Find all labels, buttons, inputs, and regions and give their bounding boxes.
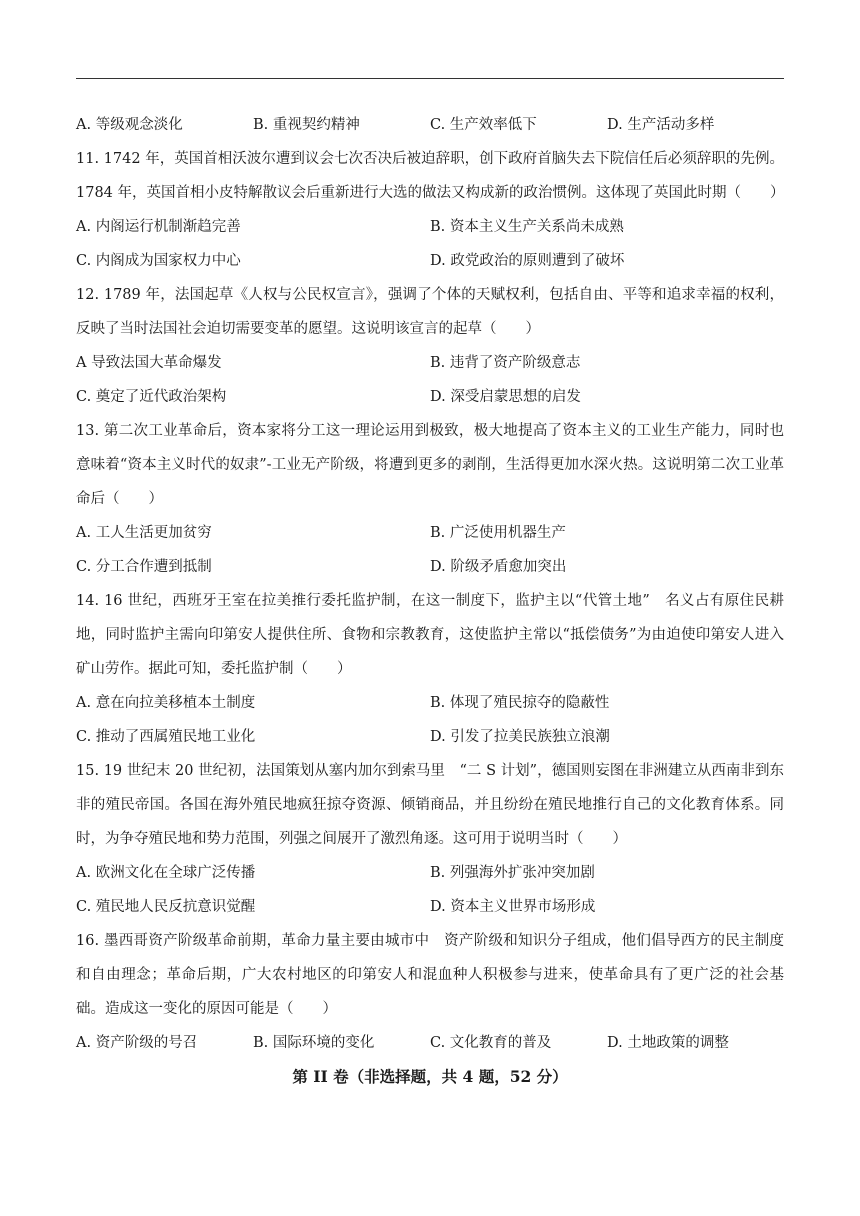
q13-option-d: D. 阶级矛盾愈加突出 — [430, 559, 567, 575]
q16-stem: 16. 墨西哥资产阶级革命前期，革命力量主要由城市中 资产阶级和知识分子组成，他们倡导西方的民主制度和自由理念；革命后期，广大农村地区的印第安人和混血种人积极参与进来，使革命具有了更广泛的社会基础。造成这一变化的原因可能是（ ） — [76, 933, 784, 1017]
q11-option-a: A. 内阁运行机制渐趋完善 — [76, 219, 241, 235]
q10-option-a: A. 等级观念淡化 — [76, 117, 183, 133]
q14-option-d: D. 引发了拉美民族独立浪潮 — [430, 729, 610, 745]
q16-option-c: C. 文化教育的普及 — [430, 1035, 552, 1051]
q12-options-row2 — [76, 380, 784, 414]
q14-options-row1 — [76, 686, 784, 720]
q13-option-c: C. 分工合作遭到抵制 — [76, 559, 212, 575]
q15-options-row2 — [76, 890, 784, 924]
q12-stem: 12. 1789 年，法国起草《人权与公民权宣言》，强调了个体的天赋权利，包括自由、平等和追求幸福的权利，反映了当时法国社会迫切需要变革的愿望。这说明该宣言的起草（ ） — [76, 287, 784, 337]
q15-option-c: C. 殖民地人民反抗意识觉醒 — [76, 899, 256, 915]
q14-option-b: B. 体现了殖民掠夺的隐蔽性 — [430, 695, 610, 711]
q13-option-b: B. 广泛使用机器生产 — [430, 525, 566, 541]
q13-option-a: A. 工人生活更加贫穷 — [76, 525, 212, 541]
q15-stem: 15. 19 世纪末 20 世纪初，法国策划从塞内加尔到索马里 “二 S 计划”，德国则妄图在非洲建立从西南非到东非的殖民帝国。各国在海外殖民地疯狂掠夺资源、倾销商品，并且纷纷在殖民地推行自己的文化教育体系。同时，为争夺殖民地和势力范围，列强之间展开了激烈角逐。这可用于说明当时（ ） — [76, 763, 784, 847]
q11-option-d: D. 政党政治的原则遭到了破坏 — [430, 253, 625, 269]
q16-options — [76, 1026, 784, 1060]
q10-options — [76, 108, 784, 142]
q14-option-a: A. 意在向拉美移植本土制度 — [76, 695, 256, 711]
header-rule — [76, 78, 784, 79]
section-title: 第 II 卷（非选择题，共 4 题，52 分） — [292, 1067, 568, 1086]
q15-option-a: A. 欧洲文化在全球广泛传播 — [76, 865, 256, 881]
q12-option-b: B. 违背了资产阶级意志 — [430, 355, 581, 371]
q13-options-row1 — [76, 516, 784, 550]
q10-option-d: D. 生产活动多样 — [607, 117, 715, 133]
q15-options-row1 — [76, 856, 784, 890]
q10-option-b: B. 重视契约精神 — [253, 117, 360, 133]
q14-options-row2 — [76, 720, 784, 754]
q15-option-b: B. 列强海外扩张冲突加剧 — [430, 865, 595, 881]
q11-option-c: C. 内阁成为国家权力中心 — [76, 253, 241, 269]
q16-option-b: B. 国际环境的变化 — [253, 1035, 375, 1051]
q16-option-d: D. 土地政策的调整 — [607, 1035, 729, 1051]
q11-options-row1 — [76, 210, 784, 244]
q14-stem: 14. 16 世纪，西班牙王室在拉美推行委托监护制，在这一制度下，监护主以“代管土地” 名义占有原住民耕地，同时监护主需向印第安人提供住所、食物和宗教教育，这使监护主常以“抵偿债务”为由迫使印第安人进入矿山劳作。据此可知，委托监护制（ ） — [76, 593, 784, 677]
q16-option-a: A. 资产阶级的号召 — [76, 1035, 198, 1051]
exam-content — [76, 108, 784, 1094]
q13-options-row2 — [76, 550, 784, 584]
q13-stem: 13. 第二次工业革命后，资本家将分工这一理论运用到极致，极大地提高了资本主义的工业生产能力，同时也意味着“资本主义时代的奴隶”-工业无产阶级，将遭到更多的剥削，生活得更加水深火热。这说明第二次工业革命后（ ） — [76, 423, 784, 507]
q15-option-d: D. 资本主义世界市场形成 — [430, 899, 596, 915]
q11-stem: 11. 1742 年，英国首相沃波尔遭到议会七次否决后被迫辞职，创下政府首脑失去下院信任后必须辞职的先例。1784 年，英国首相小皮特解散议会后重新进行大选的做法又构成新的政治惯例。这体现了英国此时期（ ） — [76, 151, 785, 201]
q12-options-row1 — [76, 346, 784, 380]
q12-option-a: A 导致法国大革命爆发 — [76, 355, 222, 371]
q12-option-c: C. 奠定了近代政治架构 — [76, 389, 227, 405]
q11-options-row2 — [76, 244, 784, 278]
q14-option-c: C. 推动了西属殖民地工业化 — [76, 729, 256, 745]
q10-option-c: C. 生产效率低下 — [430, 117, 537, 133]
q11-option-b: B. 资本主义生产关系尚未成熟 — [430, 219, 624, 235]
q12-option-d: D. 深受启蒙思想的启发 — [430, 389, 581, 405]
